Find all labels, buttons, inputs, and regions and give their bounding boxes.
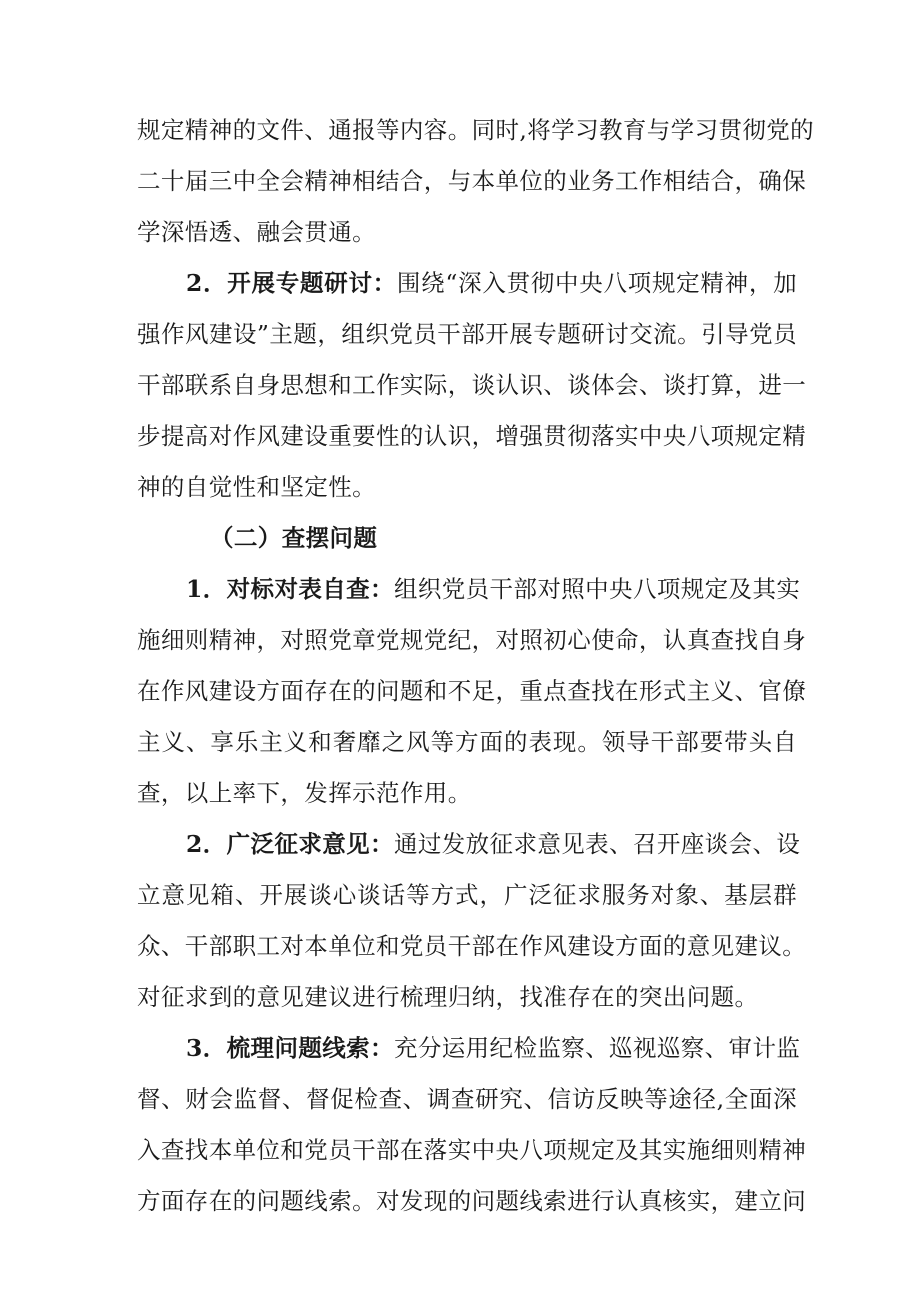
item-first-line (186, 569, 801, 609)
paragraph-line: 步提高对作风建设重要性的认识，增强贯彻落实中央八项规定精 (137, 422, 807, 450)
paragraph-line: 学深悟透、融会贯通。 (137, 218, 376, 246)
paragraph-line: 方面存在的问题线索。对发现的问题线索进行认真核实，建立问 (137, 1187, 807, 1215)
item-first-text: 充分运用纪检监察、巡视巡察、审计监 (393, 1034, 801, 1062)
item-first-line (186, 1028, 801, 1068)
item-first-text: 组织党员干部对照中央八项规定及其实 (393, 575, 801, 603)
paragraph-line: 对征求到的意见建议进行梳理归纳，找准存在的突出问题。 (137, 983, 759, 1011)
item-lead: 1．对标对表自查： (186, 575, 394, 603)
item-first-text: 通过发放征求意见表、召开座谈会、设 (393, 830, 801, 858)
paragraph-line: 督、财会监督、督促检查、调查研究、信访反映等途径,全面深 (137, 1085, 797, 1113)
paragraph-line: 施细则精神，对照党章党规党纪，对照初心使命，认真查找自身 (137, 626, 807, 654)
paragraph-line: 查，以上率下，发挥示范作用。 (137, 779, 472, 807)
paragraph-line: 立意见箱、开展谈心谈话等方式，广泛征求服务对象、基层群 (137, 881, 797, 909)
paragraph-line: 入查找本单位和党员干部在落实中央八项规定及其实施细则精神 (137, 1136, 807, 1164)
item-first-line (186, 263, 797, 303)
paragraph-line: 主义、享乐主义和奢靡之风等方面的表现。领导干部要带头自 (137, 728, 797, 756)
section-heading: （二）查摆问题 (210, 524, 378, 552)
paragraph-line: 众、干部职工对本单位和党员干部在作风建设方面的意见建议。 (137, 932, 807, 960)
paragraph-line: 规定精神的文件、通报等内容。同时,将学习教育与学习贯彻党的 (137, 116, 815, 144)
item-first-line (186, 824, 801, 864)
paragraph-line: 神的自觉性和坚定性。 (137, 473, 376, 501)
paragraph-line: 干部联系自身思想和工作实际，谈认识、谈体会、谈打算，进一 (137, 371, 807, 399)
item-first-text: 围绕“深入贯彻中央八项规定精神，加 (396, 269, 797, 297)
paragraph-line: 强作风建设”主题，组织党员干部开展专题研讨交流。引导党员 (137, 320, 797, 348)
item-lead: 3．梳理问题线索： (186, 1034, 394, 1062)
paragraph-line: 在作风建设方面存在的问题和不足，重点查找在形式主义、官僚 (137, 677, 807, 705)
item-lead: 2．广泛征求意见： (186, 830, 394, 858)
item-lead: 2．开展专题研讨： (186, 269, 397, 297)
paragraph-line: 二十届三中全会精神相结合，与本单位的业务工作相结合，确保 (137, 167, 807, 195)
